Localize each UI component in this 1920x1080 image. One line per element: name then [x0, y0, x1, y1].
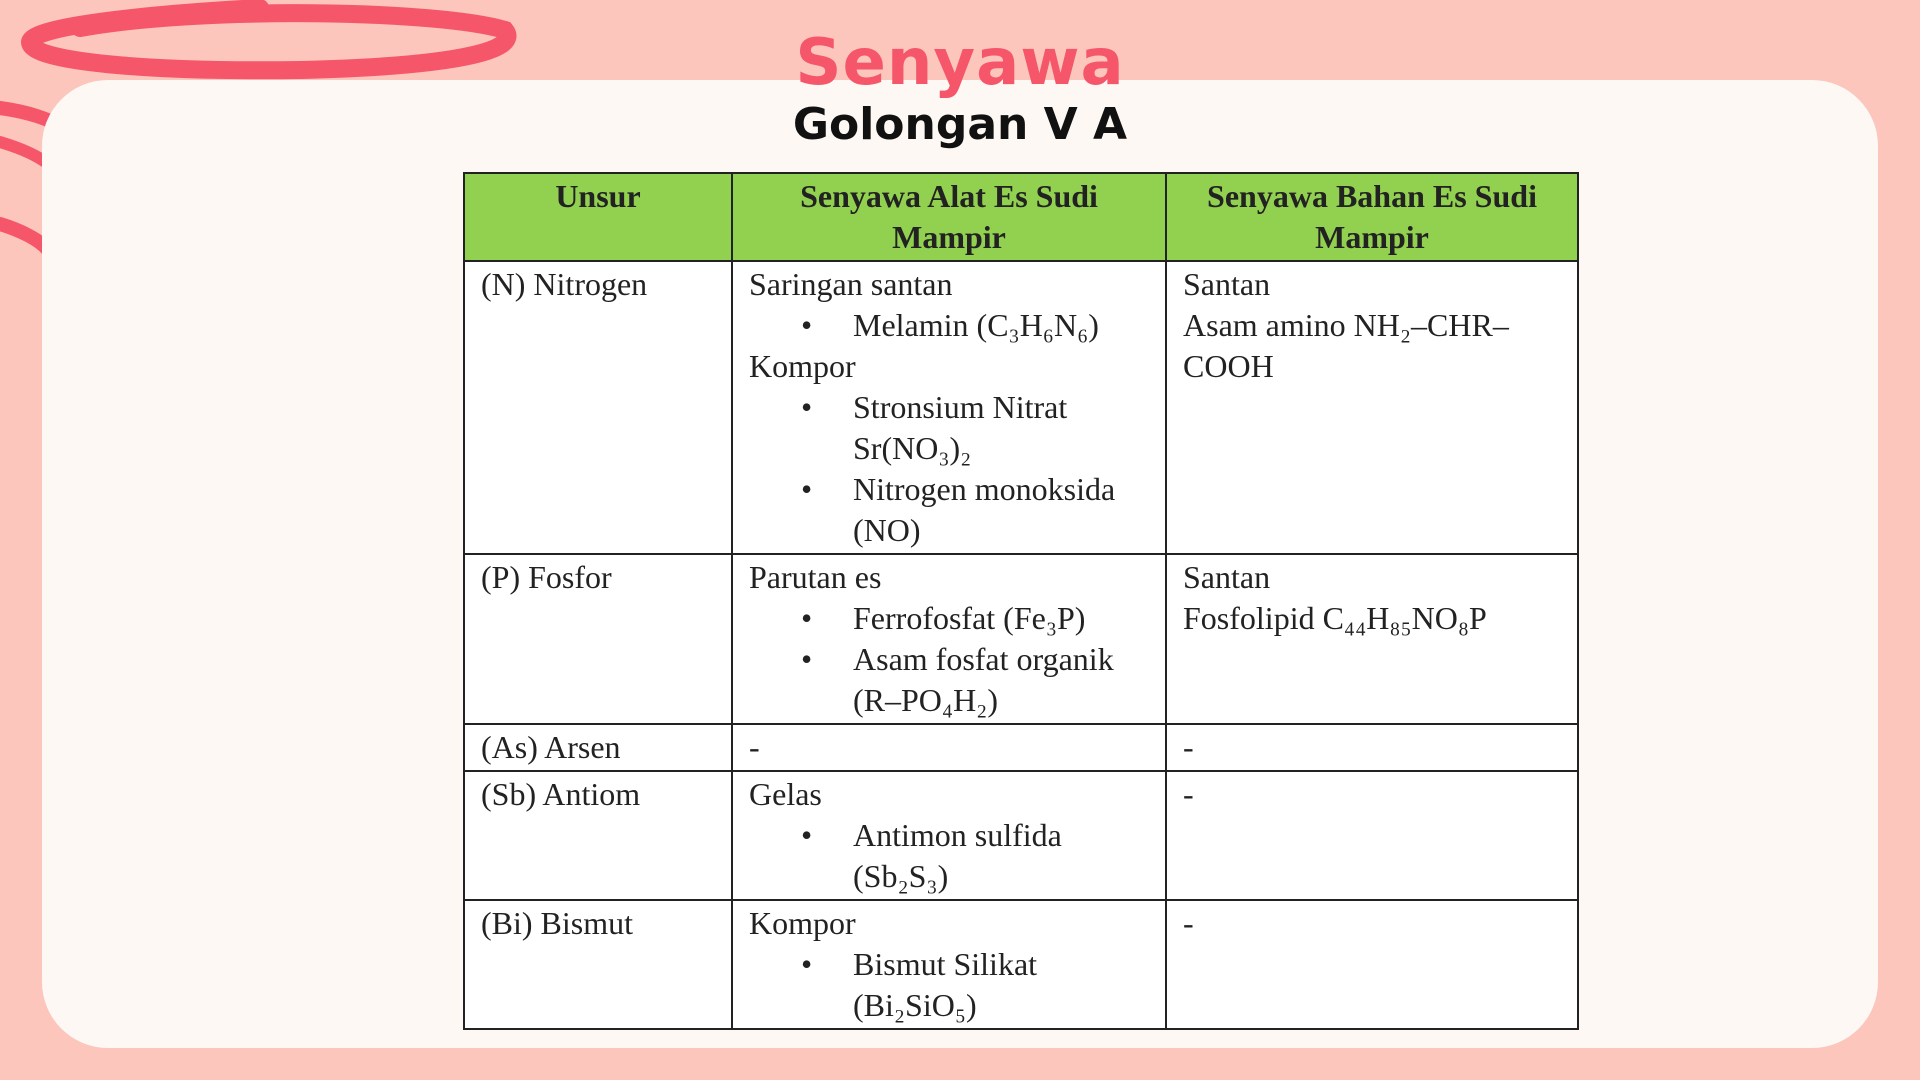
- compound-table: [463, 172, 1579, 1030]
- tool-label: Kompor: [749, 348, 856, 384]
- tool-label: Kompor: [749, 905, 856, 941]
- ingredient-line: Santan: [1183, 266, 1271, 302]
- cell-unsur: (As) Arsen: [464, 724, 732, 771]
- ingredient-line: Asam amino NH₂–CHR–COOH: [1183, 307, 1509, 384]
- table-row-nitrogen: [464, 261, 1578, 554]
- header-senyawa-bahan: Senyawa Bahan Es Sudi Mampir: [1166, 173, 1578, 261]
- cell-unsur: (Sb) Antiom: [464, 771, 732, 900]
- tool-label: Gelas: [749, 776, 822, 812]
- cell-alat: -: [732, 724, 1166, 771]
- ingredient-line: Fosfolipid C₄₄H₈₅NO₈P: [1183, 600, 1487, 636]
- cell-bahan: -: [1166, 771, 1578, 900]
- tool-label: Saringan santan: [749, 266, 953, 302]
- cell-unsur: (Bi) Bismut: [464, 900, 732, 1029]
- page-subtitle: Golongan V A: [792, 99, 1128, 150]
- cell-bahan: [1166, 554, 1578, 724]
- cell-alat: [732, 771, 1166, 900]
- tool-label: Parutan es: [749, 559, 882, 595]
- cell-alat: [732, 261, 1166, 554]
- header-senyawa-alat: Senyawa Alat Es Sudi Mampir: [732, 173, 1166, 261]
- list-item: • Antimon sulfida (Sb₂S₃): [749, 815, 1153, 897]
- list-item: • Asam fosfat organik (R–PO₄H₂): [749, 639, 1153, 721]
- table-row-fosfor: [464, 554, 1578, 724]
- list-item: • Ferrofosfat (Fe₃P): [749, 598, 1153, 639]
- cell-unsur: (N) Nitrogen: [464, 261, 732, 554]
- list-item: • Bismut Silikat (Bi₂SiO₅): [749, 944, 1153, 1026]
- cell-alat: [732, 554, 1166, 724]
- cell-alat: [732, 900, 1166, 1029]
- cell-bahan: -: [1166, 724, 1578, 771]
- cell-bahan: [1166, 261, 1578, 554]
- table-row-antiom: [464, 771, 1578, 900]
- page-title: Senyawa: [795, 26, 1125, 100]
- table-header-row: [464, 173, 1578, 261]
- header-unsur: Unsur: [464, 173, 732, 261]
- cell-bahan: -: [1166, 900, 1578, 1029]
- list-item: • Melamin (C₃H₆N₆): [749, 305, 1153, 346]
- table-row-bismut: [464, 900, 1578, 1029]
- ingredient-line: Santan: [1183, 559, 1271, 595]
- list-item: • Nitrogen monoksida (NO): [749, 469, 1153, 551]
- list-item: • Stronsium Nitrat Sr(NO₃)₂: [749, 387, 1153, 469]
- cell-unsur: (P) Fosfor: [464, 554, 732, 724]
- table-row-arsen: [464, 724, 1578, 771]
